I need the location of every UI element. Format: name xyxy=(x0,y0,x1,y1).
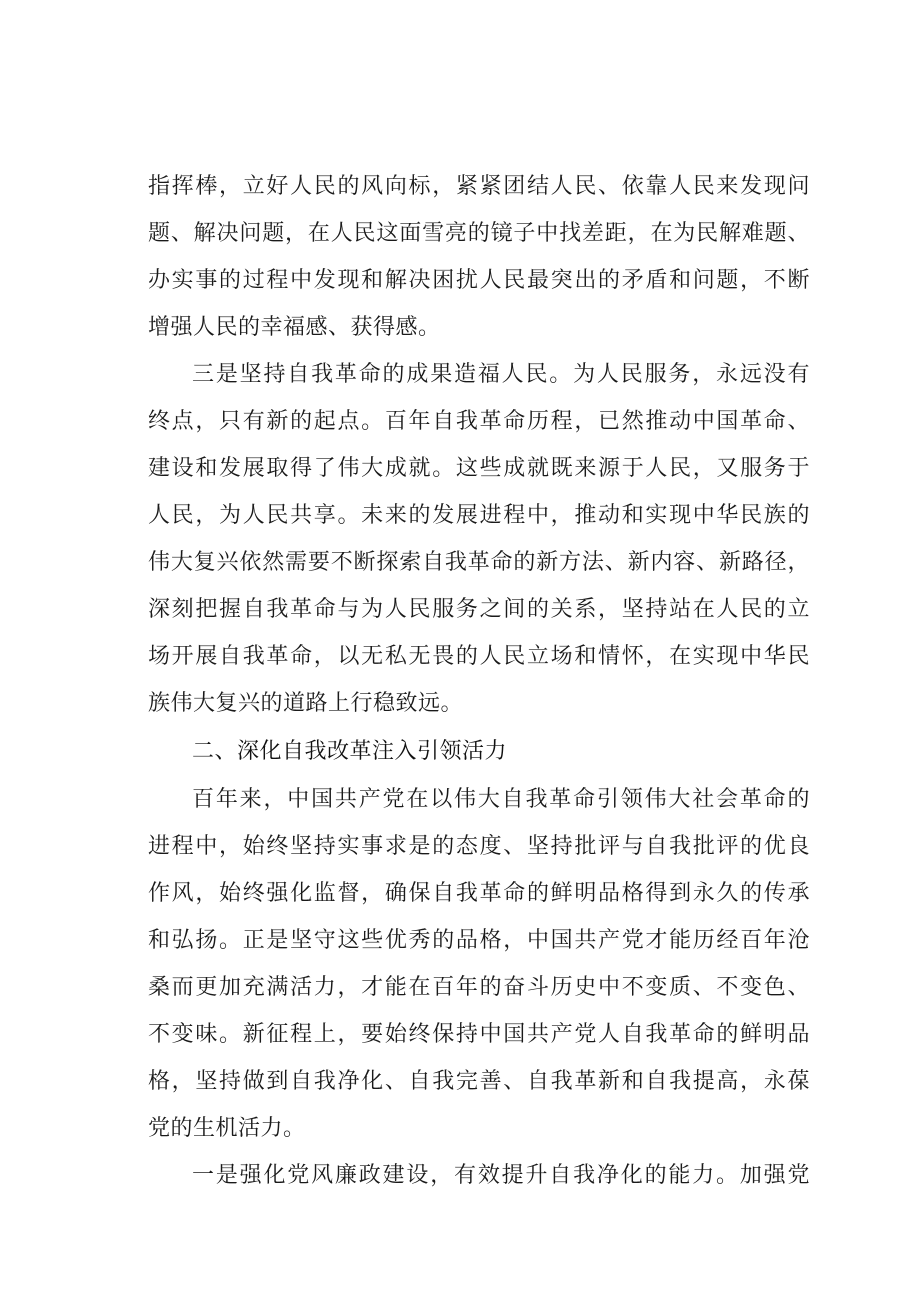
text-line: 增强人民的幸福感、获得感。 xyxy=(148,315,441,340)
text-line: 作风，始终强化监督，确保自我革命的鲜明品格得到永久的传承 xyxy=(148,881,810,906)
text-line: 族伟大复兴的道路上行稳致远。 xyxy=(148,691,464,716)
text-line: 建设和发展取得了伟大成就。这些成就既来源于人民，又服务于 xyxy=(148,456,810,481)
text-line: 深刻把握自我革命与为人民服务之间的关系，坚持站在人民的立 xyxy=(148,597,810,622)
document-body xyxy=(148,163,810,1199)
text-line: 进程中，始终坚持实事求是的态度、坚持批评与自我批评的优良 xyxy=(148,834,810,859)
text-line: 桑而更加充满活力，才能在百年的奋斗历史中不变质、不变色、 xyxy=(148,975,810,1000)
paragraph-point-three xyxy=(148,351,810,727)
text-line: 和弘扬。正是坚守这些优秀的品格，中国共产党才能历经百年沧 xyxy=(148,928,810,953)
text-line: 题、解决问题，在人民这面雪亮的镜子中找差距，在为民解难题、 xyxy=(148,221,810,246)
text-line: 百年来，中国共产党在以伟大自我革命引领伟大社会革命的 xyxy=(192,787,810,812)
text-line: 三是坚持自我革命的成果造福人民。为人民服务，永远没有 xyxy=(192,362,810,387)
section-heading: 二、深化自我改革注入引领活力 xyxy=(192,739,508,764)
text-line: 格，坚持做到自我净化、自我完善、自我革新和自我提高，永葆 xyxy=(148,1069,810,1094)
text-line: 场开展自我革命，以无私无畏的人民立场和情怀，在实现中华民 xyxy=(148,644,810,669)
text-line: 伟大复兴依然需要不断探索自我革命的新方法、新内容、新路径， xyxy=(148,550,810,575)
paragraph-point-one xyxy=(148,1152,810,1199)
text-line: 指挥棒，立好人民的风向标，紧紧团结人民、依靠人民来发现问 xyxy=(148,174,810,199)
text-line: 不变味。新征程上，要始终保持中国共产党人自我革命的鲜明品 xyxy=(148,1022,810,1047)
text-line: 党的生机活力。 xyxy=(148,1116,306,1141)
text-line: 办实事的过程中发现和解决困扰人民最突出的矛盾和问题，不断 xyxy=(148,268,810,293)
text-line: 终点，只有新的起点。百年自我革命历程，已然推动中国革命、 xyxy=(148,409,810,434)
text-line: 一是强化党风廉政建设，有效提升自我净化的能力。加强党 xyxy=(192,1163,810,1188)
text-line: 人民，为人民共享。未来的发展进程中，推动和实现中华民族的 xyxy=(148,503,810,528)
paragraph-section-intro xyxy=(148,776,810,1152)
paragraph-continuation xyxy=(148,163,810,351)
